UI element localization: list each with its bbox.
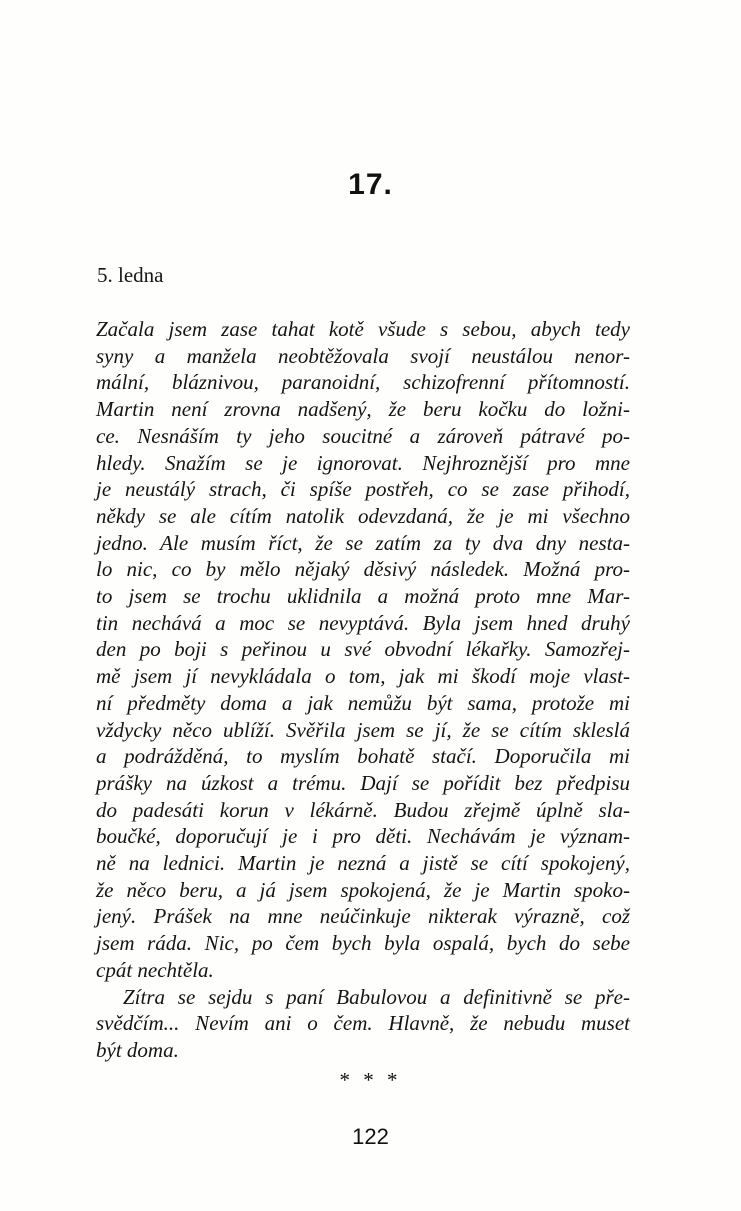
text-line: ně na lednici. Martin je nezná a jistě se cítí spokojený, (96, 851, 630, 876)
text-line: syny a manžela neobtěžovala svojí neustálou nenor- (96, 343, 630, 368)
section-separator: * * * (339, 1068, 402, 1092)
text-line: jsem ráda. Nic, po čem bych byla ospalá, bych do sebe (96, 931, 630, 956)
text-line: do padesáti korun v lékárně. Budou zřejmě úplně sla- (96, 797, 630, 822)
diary-entry-date: 5. ledna (97, 263, 164, 287)
text-line: cpát nechtěla. (96, 957, 214, 982)
text-line: den po boji s peřinou u své obvodní lékařky. Samozřej- (96, 637, 630, 662)
text-line: jedno. Ale musím říct, že se zatím za ty dva dny nesta- (96, 530, 630, 555)
text-line: jený. Prášek na mne neúčinkuje nikterak výrazně, což (96, 904, 630, 929)
text-line: Zítra se sejdu s paní Babulovou a definitivně se pře- (123, 984, 630, 1009)
text-line: svědčím... Nevím ani o čem. Hlavně, že nebudu muset (96, 1011, 630, 1036)
text-line: boučké, doporučují je i pro děti. Nechávám je význam- (96, 824, 630, 849)
text-line: někdy se ale cítím natolik odevzdaná, že je mi všechno (96, 503, 630, 528)
chapter-number-heading: 17. (348, 168, 393, 201)
text-line: vždycky něco ublíží. Svěřila jsem se jí, že se cítím skleslá (96, 717, 630, 742)
text-line: Začala jsem zase tahat kotě všude s sebou, abych tedy (96, 317, 630, 341)
text-line: ce. Nesnáším ty jeho soucitné a zároveň pátravé po- (96, 423, 630, 448)
text-line: prášky na úzkost a trému. Dají se pořídit bez předpisu (96, 770, 630, 795)
text-line: že něco beru, a já jsem spokojená, že je Martin spoko- (96, 877, 630, 902)
text-line: hledy. Snažím se je ignorovat. Nejhroznější pro mne (96, 450, 630, 475)
page-number: 122 (352, 1124, 389, 1149)
text-line: být doma. (96, 1037, 179, 1062)
body-text-block (96, 316, 630, 1064)
text-line: tin nechává a moc se nevyptává. Byla jsem hned druhý (96, 610, 630, 635)
text-line: mální, bláznivou, paranoidní, schizofrenní přítomností. (96, 370, 630, 395)
text-line: Martin není zrovna nadšený, že beru kočku do ložni- (96, 397, 630, 422)
text-line: lo nic, co by mělo nějaký děsivý následek. Možná pro- (96, 557, 630, 582)
text-line: to jsem se trochu uklidnila a možná proto mne Mar- (96, 584, 630, 609)
text-line: mě jsem jí nevykládala o tom, jak mi škodí moje vlast- (96, 664, 630, 689)
text-line: ní předměty doma a jak nemůžu být sama, protože mi (96, 690, 630, 715)
text-line: je neustálý strach, či spíše postřeh, co se zase přihodí, (96, 477, 630, 502)
text-line: a podrážděná, to myslím bohatě stačí. Doporučila mi (96, 744, 630, 769)
